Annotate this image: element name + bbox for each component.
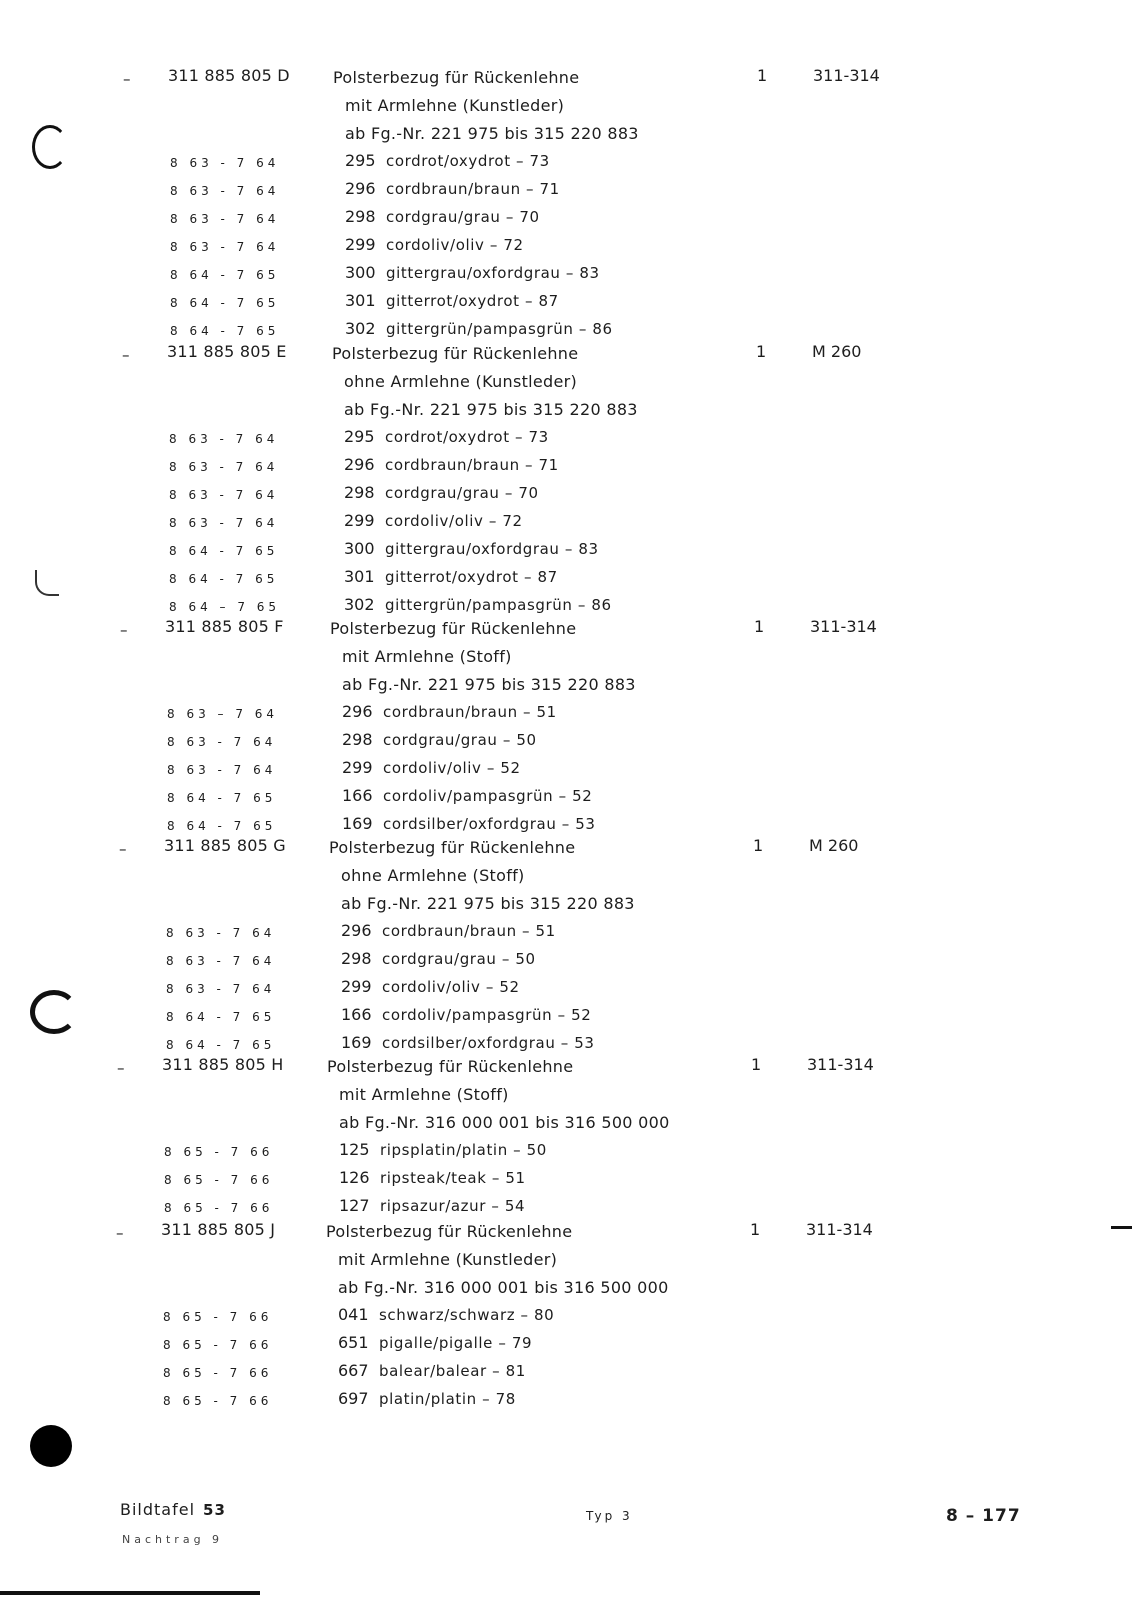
part-description-row: [0, 1248, 1125, 1276]
variant-color-name: cordgrau/grau – 50: [382, 950, 536, 968]
entry-dash: –: [116, 1224, 124, 1242]
variant-date-range: 8 63 - 7 64: [169, 432, 279, 446]
punch-hole-mark: [30, 990, 78, 1034]
part-description-row: [0, 1111, 1126, 1139]
part-quantity: 1: [756, 342, 767, 361]
part-description-row: [0, 864, 1128, 892]
variant-date-range: 8 63 - 7 64: [166, 926, 276, 940]
part-quantity: 1: [757, 66, 768, 85]
variant-date-range: 8 63 - 7 64: [167, 735, 277, 749]
part-description: mit Armlehne (Stoff): [339, 1085, 509, 1104]
part-description: ohne Armlehne (Kunstleder): [344, 372, 578, 391]
variant-color-code: 301: [345, 291, 376, 310]
part-description-row: [0, 645, 1129, 673]
part-description: mit Armlehne (Kunstleder): [338, 1250, 558, 1269]
variant-date-range: 8 63 - 7 64: [166, 982, 276, 996]
variant-color-name: cordbraun/braun – 51: [382, 922, 556, 940]
variant-color-code: 295: [345, 151, 376, 170]
variant-color-code: 302: [345, 319, 376, 338]
variant-color-code: 296: [341, 921, 372, 940]
variant-color-name: ripsazur/azur – 54: [380, 1197, 526, 1215]
variant-color-name: gitterrot/oxydrot – 87: [385, 568, 558, 586]
color-variant-row: [0, 150, 1132, 178]
variant-date-range: 8 65 - 7 66: [163, 1310, 273, 1324]
part-title: Polsterbezug für Rückenlehne: [326, 1222, 573, 1241]
part-description-row: [0, 1083, 1126, 1111]
variant-date-range: 8 65 - 7 66: [164, 1201, 274, 1215]
variant-color-name: pigalle/pigalle – 79: [379, 1334, 533, 1352]
variant-date-range: 8 64 - 7 65: [170, 268, 280, 282]
variant-color-name: gittergrün/pampasgrün – 86: [385, 596, 612, 614]
variant-date-range: 8 64 - 7 65: [166, 1010, 276, 1024]
part-description: ab Fg.-Nr. 316 000 001 bis 316 500 000: [339, 1113, 670, 1132]
part-entry: [0, 1055, 1126, 1223]
variant-color-name: gitterrot/oxydrot – 87: [386, 292, 559, 310]
variant-color-name: cordbraun/braun – 71: [386, 180, 560, 198]
variant-color-code: 296: [342, 702, 373, 721]
entry-dash: –: [123, 70, 131, 88]
variant-date-range: 8 64 - 7 65: [166, 1038, 276, 1052]
part-number: 311 885 805 F: [165, 617, 284, 636]
color-variant-row: [0, 757, 1129, 785]
variant-color-name: cordoliv/oliv – 72: [386, 236, 524, 254]
color-variant-row: [0, 454, 1131, 482]
variant-color-name: cordoliv/oliv – 72: [385, 512, 523, 530]
variant-color-code: 166: [342, 786, 373, 805]
part-header-row: [0, 1220, 1125, 1248]
part-description: ab Fg.-Nr. 221 975 bis 315 220 883: [344, 400, 638, 419]
part-model: 311-314: [810, 617, 877, 636]
variant-color-code: 126: [339, 1168, 370, 1187]
variant-color-code: 299: [341, 977, 372, 996]
color-variant-row: [0, 482, 1131, 510]
variant-color-name: platin/platin – 78: [379, 1390, 516, 1408]
color-variant-row: [0, 1304, 1125, 1332]
color-variant-row: [0, 510, 1131, 538]
part-description: ab Fg.-Nr. 221 975 bis 315 220 883: [345, 124, 639, 143]
variant-date-range: 8 63 - 7 64: [166, 954, 276, 968]
part-description: ohne Armlehne (Stoff): [341, 866, 525, 885]
part-description-row: [0, 398, 1131, 426]
color-variant-row: [0, 1388, 1125, 1416]
footer-bildtafel-label: Bildtafel: [120, 1500, 196, 1519]
variant-color-code: 299: [345, 235, 376, 254]
variant-color-name: gittergrau/oxfordgrau – 83: [385, 540, 599, 558]
variant-color-name: cordbraun/braun – 71: [385, 456, 559, 474]
variant-color-name: cordrot/oxydrot – 73: [386, 152, 550, 170]
part-entry: [0, 836, 1128, 1060]
variant-color-code: 301: [344, 567, 375, 586]
variant-color-code: 302: [344, 595, 375, 614]
color-variant-row: [0, 1167, 1126, 1195]
variant-date-range: 8 64 - 7 65: [167, 791, 277, 805]
variant-date-range: 8 63 - 7 64: [170, 240, 280, 254]
variant-date-range: 8 64 - 7 65: [170, 296, 280, 310]
variant-date-range: 8 63 - 7 64: [169, 460, 279, 474]
variant-date-range: 8 65 - 7 66: [163, 1366, 273, 1380]
part-description-row: [0, 673, 1129, 701]
variant-color-name: cordoliv/pampasgrün – 52: [383, 787, 593, 805]
variant-color-code: 298: [344, 483, 375, 502]
part-description-row: [0, 122, 1132, 150]
variant-date-range: 8 65 - 7 66: [163, 1394, 273, 1408]
variant-color-name: schwarz/schwarz – 80: [379, 1306, 555, 1324]
variant-color-name: cordoliv/oliv – 52: [382, 978, 520, 996]
part-entry: [0, 342, 1131, 622]
variant-color-name: cordgrau/grau – 50: [383, 731, 537, 749]
variant-color-code: 299: [342, 758, 373, 777]
part-model: 311-314: [806, 1220, 873, 1239]
variant-date-range: 8 63 - 7 64: [170, 156, 280, 170]
variant-color-code: 169: [341, 1033, 372, 1052]
part-header-row: [0, 1055, 1126, 1083]
variant-color-name: cordgrau/grau – 70: [386, 208, 540, 226]
part-header-row: [0, 836, 1128, 864]
punch-hole-dot: [30, 1425, 72, 1467]
part-number: 311 885 805 D: [168, 66, 290, 85]
part-entry: [0, 1220, 1125, 1416]
part-header-row: [0, 66, 1132, 94]
part-title: Polsterbezug für Rückenlehne: [327, 1057, 574, 1076]
variant-date-range: 8 63 - 7 64: [170, 212, 280, 226]
part-number: 311 885 805 J: [161, 1220, 276, 1239]
variant-color-name: cordsilber/oxfordgrau – 53: [383, 815, 596, 833]
color-variant-row: [0, 1139, 1126, 1167]
variant-color-code: 166: [341, 1005, 372, 1024]
part-entry: [0, 617, 1129, 841]
part-description: mit Armlehne (Kunstleder): [345, 96, 565, 115]
variant-color-name: ripsplatin/platin – 50: [380, 1141, 547, 1159]
part-model: M 260: [809, 836, 859, 855]
part-header-row: [0, 342, 1131, 370]
footer-bildtafel-number: 53: [203, 1501, 226, 1519]
color-variant-row: [0, 538, 1131, 566]
variant-color-code: 298: [342, 730, 373, 749]
variant-color-name: gittergrau/oxfordgrau – 83: [386, 264, 600, 282]
variant-date-range: 8 63 - 7 64: [167, 763, 277, 777]
variant-color-code: 651: [338, 1333, 369, 1352]
variant-color-name: gittergrün/pampasgrün – 86: [386, 320, 613, 338]
part-description-row: [0, 892, 1128, 920]
part-header-row: [0, 617, 1129, 645]
part-description-row: [0, 370, 1131, 398]
part-model: 311-314: [807, 1055, 874, 1074]
variant-color-code: 125: [339, 1140, 370, 1159]
variant-color-code: 296: [345, 179, 376, 198]
color-variant-row: [0, 234, 1132, 262]
variant-color-name: ripsteak/teak – 51: [380, 1169, 526, 1187]
entry-dash: –: [120, 621, 128, 639]
part-quantity: 1: [751, 1055, 762, 1074]
part-description: ab Fg.-Nr. 316 000 001 bis 316 500 000: [338, 1278, 669, 1297]
variant-date-range: 8 63 – 7 64: [167, 707, 279, 721]
part-model: 311-314: [813, 66, 880, 85]
variant-date-range: 8 63 - 7 64: [169, 488, 279, 502]
color-variant-row: [0, 426, 1131, 454]
variant-date-range: 8 64 - 7 65: [167, 819, 277, 833]
part-quantity: 1: [754, 617, 765, 636]
variant-date-range: 8 63 - 7 64: [169, 516, 279, 530]
variant-color-code: 667: [338, 1361, 369, 1380]
color-variant-row: [0, 566, 1131, 594]
variant-date-range: 8 64 - 7 65: [169, 572, 279, 586]
entry-dash: –: [119, 840, 127, 858]
part-number: 311 885 805 H: [162, 1055, 284, 1074]
color-variant-row: [0, 729, 1129, 757]
variant-color-name: balear/balear – 81: [379, 1362, 526, 1380]
variant-date-range: 8 63 - 7 64: [170, 184, 280, 198]
footer-bildtafel: [120, 1500, 226, 1519]
part-title: Polsterbezug für Rückenlehne: [330, 619, 577, 638]
variant-date-range: 8 65 - 7 66: [164, 1145, 274, 1159]
variant-date-range: 8 64 - 7 65: [170, 324, 280, 338]
part-model: M 260: [812, 342, 862, 361]
color-variant-row: [0, 206, 1132, 234]
part-title: Polsterbezug für Rückenlehne: [332, 344, 579, 363]
variant-color-code: 298: [341, 949, 372, 968]
variant-color-code: 298: [345, 207, 376, 226]
entry-dash: –: [117, 1059, 125, 1077]
color-variant-row: [0, 290, 1132, 318]
variant-date-range: 8 65 - 7 66: [164, 1173, 274, 1187]
color-variant-row: [0, 785, 1129, 813]
color-variant-row: [0, 1195, 1126, 1223]
footer-page-number: 8 – 177: [946, 1506, 1021, 1526]
variant-color-name: cordrot/oxydrot – 73: [385, 428, 549, 446]
part-number: 311 885 805 E: [167, 342, 287, 361]
part-quantity: 1: [753, 836, 764, 855]
punch-hole-mark: [32, 125, 68, 169]
part-description-row: [0, 1276, 1125, 1304]
color-variant-row: [0, 178, 1132, 206]
variant-color-code: 300: [344, 539, 375, 558]
part-title: Polsterbezug für Rückenlehne: [333, 68, 580, 87]
variant-color-code: 697: [338, 1389, 369, 1408]
variant-color-code: 127: [339, 1196, 370, 1215]
footer-nachtrag: Nachtrag 9: [122, 1533, 224, 1546]
variant-date-range: 8 65 - 7 66: [163, 1338, 273, 1352]
part-description-row: [0, 94, 1132, 122]
variant-color-name: cordsilber/oxfordgrau – 53: [382, 1034, 595, 1052]
variant-color-code: 296: [344, 455, 375, 474]
variant-date-range: 8 64 - 7 65: [169, 544, 279, 558]
entry-dash: –: [122, 346, 130, 364]
color-variant-row: [0, 1004, 1128, 1032]
footer-type: Typ 3: [586, 1509, 633, 1523]
part-entry: [0, 66, 1132, 346]
part-quantity: 1: [750, 1220, 761, 1239]
color-variant-row: [0, 976, 1128, 1004]
color-variant-row: [0, 1360, 1125, 1388]
variant-color-code: 295: [344, 427, 375, 446]
variant-color-name: cordbraun/braun – 51: [383, 703, 557, 721]
part-description: ab Fg.-Nr. 221 975 bis 315 220 883: [341, 894, 635, 913]
variant-color-name: cordoliv/oliv – 52: [383, 759, 521, 777]
variant-color-code: 300: [345, 263, 376, 282]
punch-hole-mark: [35, 570, 59, 596]
color-variant-row: [0, 701, 1129, 729]
color-variant-row: [0, 920, 1128, 948]
color-variant-row: [0, 262, 1132, 290]
part-title: Polsterbezug für Rückenlehne: [329, 838, 576, 857]
variant-color-code: 299: [344, 511, 375, 530]
part-number: 311 885 805 G: [164, 836, 286, 855]
color-variant-row: [0, 1332, 1125, 1360]
edge-mark: [1111, 1226, 1132, 1229]
variant-color-name: cordoliv/pampasgrün – 52: [382, 1006, 592, 1024]
scan-edge-bar: [0, 1591, 260, 1595]
part-description: mit Armlehne (Stoff): [342, 647, 512, 666]
color-variant-row: [0, 948, 1128, 976]
variant-date-range: 8 64 – 7 65: [169, 600, 281, 614]
variant-color-name: cordgrau/grau – 70: [385, 484, 539, 502]
variant-color-code: 169: [342, 814, 373, 833]
variant-color-code: 041: [338, 1305, 369, 1324]
part-description: ab Fg.-Nr. 221 975 bis 315 220 883: [342, 675, 636, 694]
